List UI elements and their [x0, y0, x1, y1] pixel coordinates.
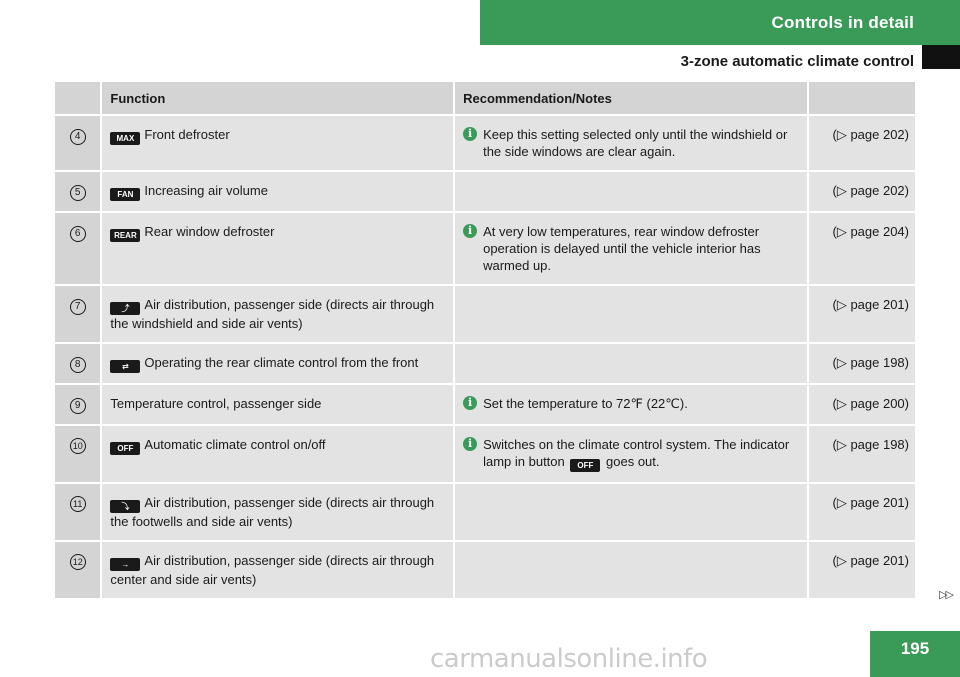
row-number [55, 285, 101, 343]
off-button-icon: OFF [110, 442, 140, 455]
function-text: Air distribution, passenger side (directs air through the footwells and side air vents) [110, 495, 435, 529]
page-ref[interactable]: (▷ page 202) [808, 171, 915, 212]
page-number: 195 [870, 631, 960, 677]
function-cell [101, 384, 454, 425]
info-icon: i [463, 127, 477, 141]
notes-cell [454, 343, 808, 384]
notes-cell [454, 541, 808, 599]
page-ref[interactable]: (▷ page 204) [808, 212, 915, 285]
page-ref[interactable]: (▷ page 198) [808, 343, 915, 384]
page-ref[interactable]: (▷ page 200) [808, 384, 915, 425]
function-text: Air distribution, passenger side (directs air through the windshield and side air vents) [110, 297, 435, 331]
page-ref[interactable]: (▷ page 202) [808, 115, 915, 171]
note-text [483, 436, 801, 472]
row-number-label: 4 [70, 129, 86, 145]
air-distribution-windshield-icon: ⤴ [110, 302, 140, 315]
row-number-label: 7 [70, 299, 86, 315]
function-text: Increasing air volume [144, 183, 268, 198]
section-header [480, 0, 960, 45]
table-row [55, 212, 915, 285]
row-number-label: 10 [70, 438, 86, 454]
row-number [55, 115, 101, 171]
function-cell [101, 343, 454, 384]
air-distribution-footwell-icon: ⤵ [110, 500, 140, 513]
row-number-label: 12 [70, 554, 86, 570]
function-cell [101, 212, 454, 285]
function-cell [101, 171, 454, 212]
function-text: Air distribution, passenger side (directs air through center and side air vents) [110, 553, 435, 587]
function-cell [101, 115, 454, 171]
note-text: At very low temperatures, rear window defroster operation is delayed until the vehicle interior has warmed up. [483, 224, 761, 273]
fan-icon: FAN [110, 188, 140, 201]
info-icon: i [463, 396, 477, 410]
off-button-icon: OFF [570, 459, 600, 472]
header-ref [808, 82, 915, 115]
section-tab [922, 45, 960, 69]
row-number-label: 8 [70, 357, 86, 373]
header-num [55, 82, 101, 115]
notes-cell [454, 171, 808, 212]
table-row [55, 171, 915, 212]
row-number [55, 384, 101, 425]
notes-cell [454, 212, 808, 285]
note-text: Set the temperature to 72℉ (22℃). [483, 396, 688, 411]
function-text: Operating the rear climate control from the front [144, 355, 419, 370]
continue-arrows-icon: ▷▷ [939, 589, 952, 601]
note-text-after: goes out. [606, 454, 660, 469]
section-title: Controls in detail [771, 12, 914, 32]
function-cell [101, 483, 454, 541]
rear-defroster-icon: REAR [110, 229, 140, 242]
table-row [55, 285, 915, 343]
row-number [55, 541, 101, 599]
row-number [55, 483, 101, 541]
notes-cell [454, 285, 808, 343]
row-number-label: 6 [70, 226, 86, 242]
function-text: Front defroster [144, 127, 230, 142]
table-row [55, 384, 915, 425]
watermark: carmanualsonline.info [430, 644, 708, 674]
page-ref[interactable]: (▷ page 198) [808, 425, 915, 483]
row-number [55, 425, 101, 483]
table-row [55, 425, 915, 483]
table-row [55, 343, 915, 384]
page-ref[interactable]: (▷ page 201) [808, 483, 915, 541]
table-row [55, 541, 915, 599]
header-notes: Recommendation/Notes [454, 82, 808, 115]
note-text-before: Switches on the climate control system. The indicator lamp in button [483, 437, 790, 469]
rear-control-icon: ⇄ [110, 360, 140, 373]
function-cell [101, 425, 454, 483]
notes-cell [454, 384, 808, 425]
table-header-row [55, 82, 915, 115]
header-function: Function [101, 82, 454, 115]
function-text: Automatic climate control on/off [144, 437, 326, 452]
front-defroster-icon: MAX [110, 132, 140, 145]
row-number [55, 212, 101, 285]
info-icon: i [463, 437, 477, 451]
table-row [55, 483, 915, 541]
function-text: Temperature control, passenger side [110, 396, 322, 411]
notes-cell [454, 425, 808, 483]
air-distribution-center-icon: → [110, 558, 140, 571]
table-row [55, 115, 915, 171]
row-number-label: 5 [70, 185, 86, 201]
info-icon: i [463, 224, 477, 238]
row-number [55, 171, 101, 212]
row-number [55, 343, 101, 384]
page-ref[interactable]: (▷ page 201) [808, 541, 915, 599]
function-text: Rear window defroster [144, 224, 275, 239]
function-cell [101, 541, 454, 599]
row-number-label: 11 [70, 496, 86, 512]
page-ref[interactable]: (▷ page 201) [808, 285, 915, 343]
note-text: Keep this setting selected only until the windshield or the side windows are clear again. [483, 127, 788, 159]
function-table [55, 82, 915, 600]
subsection-title: 3-zone automatic climate control [680, 53, 914, 70]
row-number-label: 9 [70, 398, 86, 414]
notes-cell [454, 483, 808, 541]
function-cell [101, 285, 454, 343]
notes-cell [454, 115, 808, 171]
